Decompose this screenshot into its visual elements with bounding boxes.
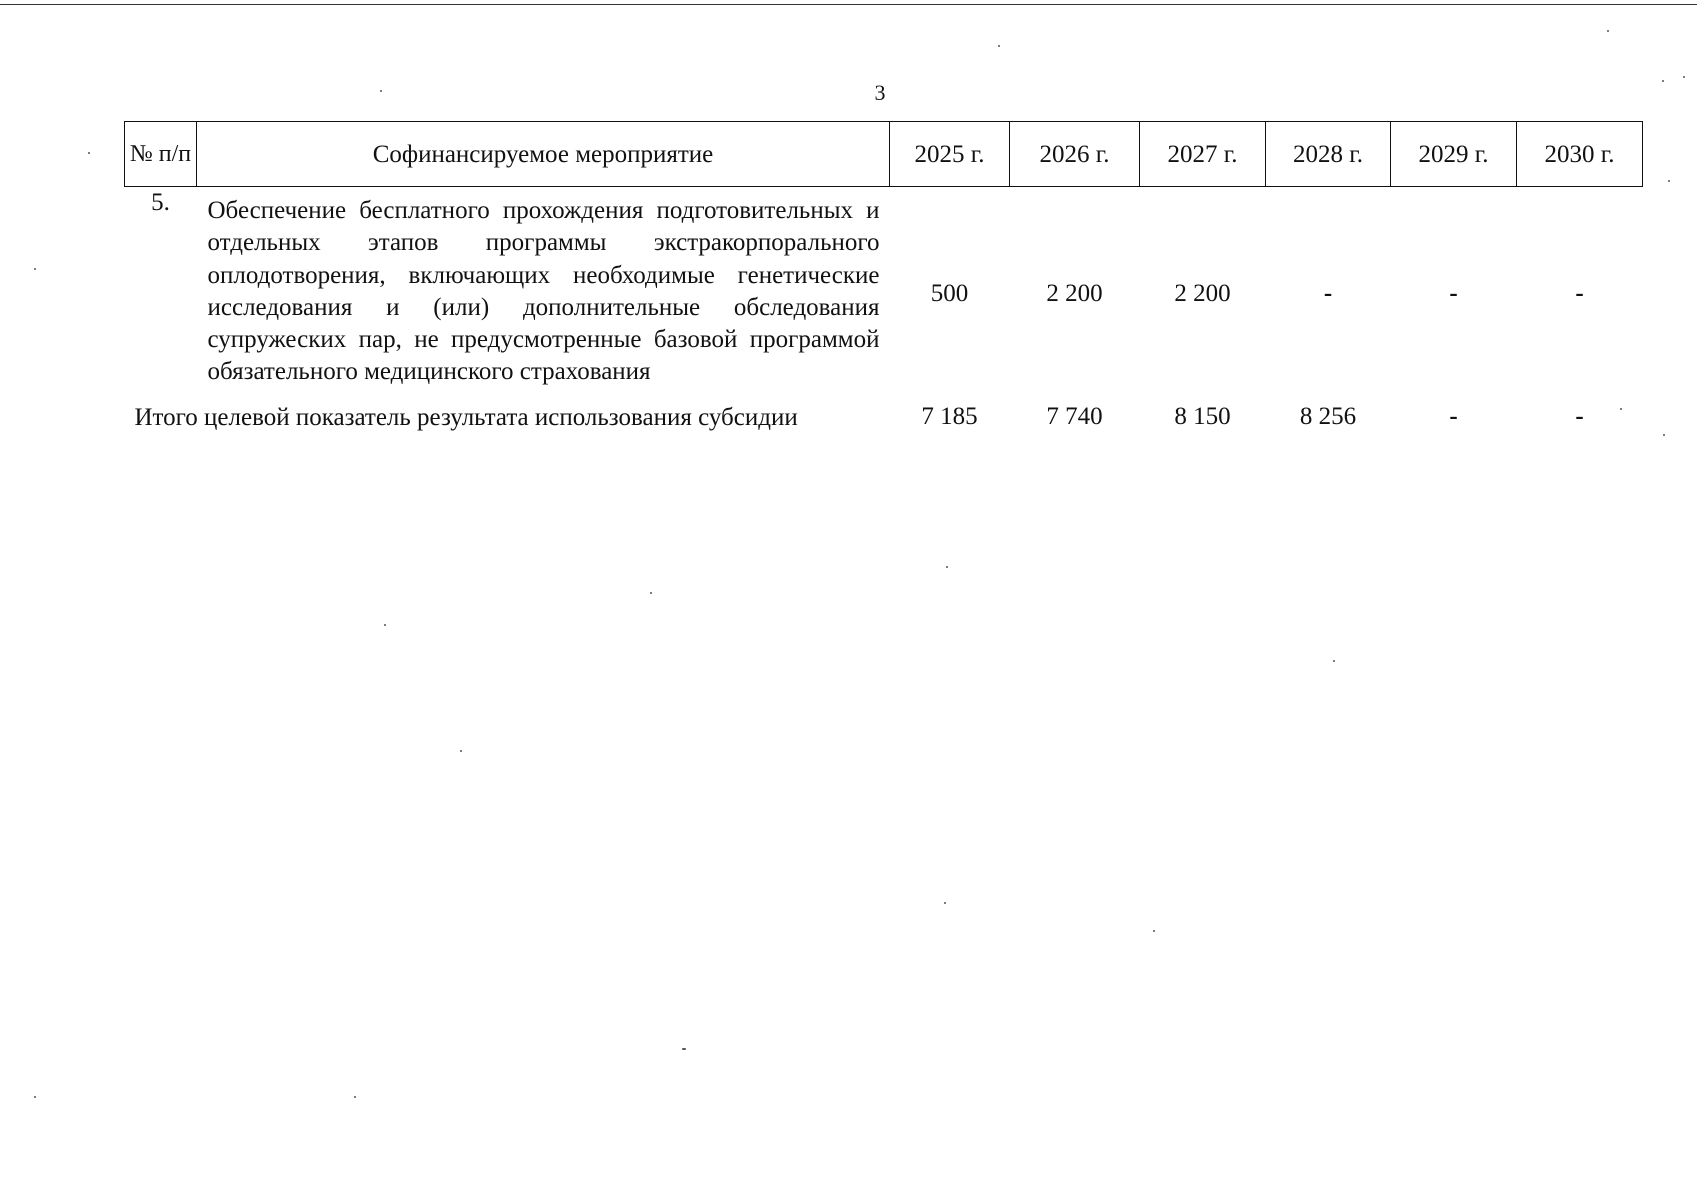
column-header-year-2026: 2026 г. [1010, 122, 1140, 187]
total-row [125, 401, 1643, 434]
scan-speck [88, 152, 90, 154]
column-header-number: № п/п [125, 122, 197, 187]
subsidy-table-wrapper [124, 121, 1643, 434]
total-value-2025: 7 185 [921, 403, 978, 431]
scan-speck [380, 90, 382, 92]
scan-speck [1663, 434, 1665, 436]
scan-speck [650, 592, 652, 594]
column-header-year-2030: 2030 г. [1517, 122, 1643, 187]
scan-speck [34, 268, 36, 270]
column-header-activity: Софинансируемое мероприятие [197, 122, 890, 187]
scan-speck [1333, 660, 1335, 662]
page-top-rule [0, 4, 1697, 5]
scan-speck [460, 750, 462, 752]
scan-speck [682, 1048, 686, 1050]
column-header-year-2028: 2028 г. [1266, 122, 1391, 187]
scan-speck [944, 902, 946, 904]
scan-speck [1683, 76, 1685, 78]
scan-speck [1607, 30, 1609, 32]
value-2025: 500 [930, 279, 969, 307]
total-value-2029: - [1449, 403, 1458, 431]
column-header-year-2027: 2027 г. [1140, 122, 1266, 187]
value-2030: - [1575, 279, 1584, 307]
total-value-2030: - [1575, 403, 1584, 431]
scan-speck [998, 45, 1000, 47]
value-2027: 2 200 [1174, 279, 1231, 307]
page-number: 3 [874, 80, 886, 105]
column-header-year-2029: 2029 г. [1391, 122, 1517, 187]
activity-description: Обеспечение бесплатного прохождения подготовительных и отдельных этапов программы экстракорпорального оплодотворения, включающих необходимые генетические исследования и (или) дополнительные обследования супружеских пар, не предусмотренные базовой программой обязательного медицинского страхования [207, 197, 880, 386]
scan-speck [1668, 180, 1670, 182]
total-value-2027: 8 150 [1174, 403, 1231, 431]
scan-speck [384, 624, 386, 626]
value-2029: - [1449, 279, 1458, 307]
scan-speck [1662, 80, 1664, 82]
scan-speck [946, 566, 948, 568]
scan-speck [1153, 930, 1155, 932]
value-2026: 2 200 [1046, 279, 1103, 307]
table-header-row [125, 122, 1643, 187]
total-value-2028: 8 256 [1299, 403, 1357, 431]
column-header-year-2025: 2025 г. [890, 122, 1010, 187]
scan-speck [354, 1096, 356, 1098]
subsidy-table [124, 121, 1643, 434]
scan-speck [34, 1096, 36, 1098]
total-label: Итого целевой показатель результата использования субсидии [134, 403, 798, 431]
table-row [125, 187, 1643, 401]
total-value-2026: 7 740 [1046, 403, 1103, 431]
value-2028: - [1323, 279, 1333, 307]
row-number: 5. [151, 189, 170, 216]
